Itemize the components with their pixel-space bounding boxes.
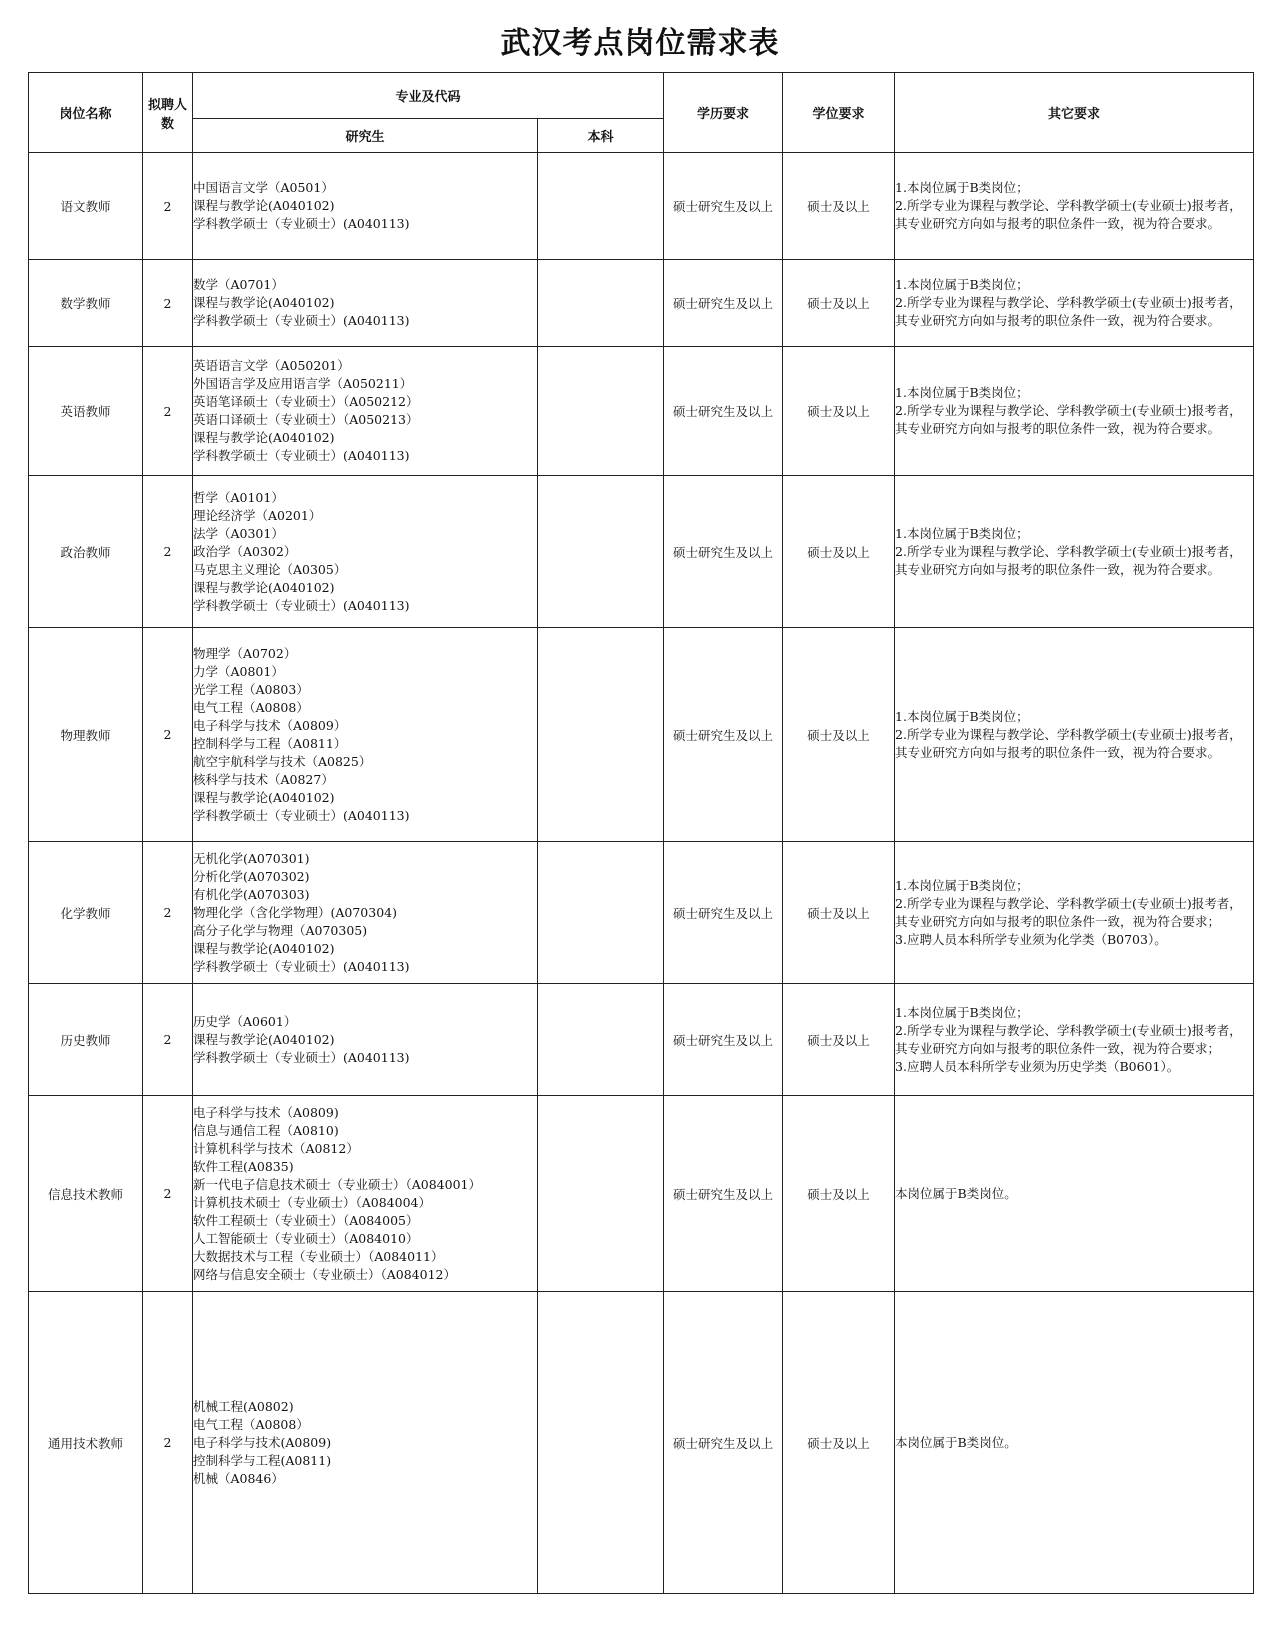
education-cell: 硕士研究生及以上 [664,628,783,842]
header-education: 学历要求 [664,73,783,153]
major-item: 学科教学硕士（专业硕士）(A040113) [193,448,410,463]
header-graduate: 研究生 [193,119,538,153]
table-row [29,628,1254,842]
major-item: 核科学与技术（A0827） [193,771,334,787]
other-requirements-cell [895,1292,1254,1594]
major-item: 学科教学硕士（专业硕士）(A040113) [193,313,410,328]
major-item: 课程与教学论(A040102) [193,789,335,805]
other-requirements-cell [895,842,1254,984]
requirement-item: 1.本岗位属于B类岗位； [895,708,1029,724]
undergraduate-cell [538,842,664,984]
major-item: 哲学（A0101） [193,489,284,505]
header-position: 岗位名称 [29,73,143,153]
major-item: 信息与通信工程（A0810) [193,1122,339,1138]
major-item: 无机化学(A070301) [193,850,310,866]
degree-cell: 硕士及以上 [783,842,895,984]
table-row [29,476,1254,628]
table-row [29,1292,1254,1594]
other-requirements-cell [895,984,1254,1096]
graduate-majors-cell [193,1292,538,1594]
other-requirements-cell [895,153,1254,260]
major-item: 高分子化学与物理（A070305) [193,922,368,938]
position-cell: 英语教师 [29,347,143,476]
count-cell: 2 [143,842,193,984]
count-cell: 2 [143,1292,193,1594]
requirement-item: 2.所学专业为课程与教学论、学科教学硕士(专业硕士)报考者，其专业研究方向如与报考的职位条件一致，视为符合要求； [895,1022,1242,1056]
major-item: 学科教学硕士（专业硕士）(A040113) [193,1049,410,1065]
degree-cell: 硕士及以上 [783,628,895,842]
degree-cell: 硕士及以上 [783,347,895,476]
undergraduate-cell [538,260,664,347]
position-cell: 信息技术教师 [29,1096,143,1292]
major-item: 新一代电子信息技术硕士（专业硕士）（A084001） [193,1176,481,1192]
major-item: 课程与教学论(A040102) [193,295,335,310]
requirement-item: 1.本岗位属于B类岗位； [895,877,1029,893]
major-item: 电子科学与技术（A0809） [193,717,347,733]
header-undergraduate: 本科 [538,119,664,153]
count-cell: 2 [143,260,193,347]
major-item: 英语笔译硕士（专业硕士）（A050212） [193,394,419,409]
graduate-majors-cell [193,628,538,842]
major-item: 物理化学（含化学物理）(A070304) [193,904,397,920]
requirement-item: 1.本岗位属于B类岗位； [895,525,1029,541]
major-item: 课程与教学论(A040102) [193,1031,335,1047]
major-item: 分析化学(A070302) [193,868,310,884]
major-item: 课程与教学论(A040102) [193,940,335,956]
major-item: 电气工程（A0808） [193,1416,309,1432]
degree-cell: 硕士及以上 [783,984,895,1096]
undergraduate-cell [538,153,664,260]
major-item: 外国语言学及应用语言学（A050211） [193,376,413,391]
count-cell: 2 [143,347,193,476]
major-item: 机械工程(A0802) [193,1398,294,1414]
major-item: 航空宇航科学与技术（A0825） [193,753,372,769]
graduate-majors-cell [193,153,538,260]
undergraduate-cell [538,1096,664,1292]
major-item: 控制科学与工程(A0811) [193,1452,332,1468]
major-item: 课程与教学论(A040102) [193,198,335,213]
table-row [29,984,1254,1096]
other-requirements-cell [895,476,1254,628]
requirement-item: 1.本岗位属于B类岗位； [895,385,1029,400]
degree-cell: 硕士及以上 [783,260,895,347]
degree-cell: 硕士及以上 [783,1292,895,1594]
major-item: 课程与教学论(A040102) [193,579,335,595]
position-cell: 物理教师 [29,628,143,842]
graduate-majors-cell [193,1096,538,1292]
education-cell: 硕士研究生及以上 [664,260,783,347]
requirement-item: 3.应聘人员本科所学专业须为历史学类（B0601）。 [895,1058,1180,1074]
table-row [29,1096,1254,1292]
major-item: 物理学（A0702） [193,645,297,661]
table-row [29,153,1254,260]
requirement-item: 2.所学专业为课程与教学论、学科教学硕士(专业硕士)报考者，其专业研究方向如与报考的职位条件一致，视为符合要求。 [895,295,1242,328]
education-cell: 硕士研究生及以上 [664,153,783,260]
major-item: 光学工程（A0803） [193,681,309,697]
major-item: 英语口译硕士（专业硕士）（A050213） [193,412,419,427]
major-item: 机械（A0846） [193,1470,284,1486]
requirement-item: 2.所学专业为课程与教学论、学科教学硕士(专业硕士)报考者，其专业研究方向如与报考的职位条件一致，视为符合要求。 [895,198,1242,231]
position-cell: 语文教师 [29,153,143,260]
undergraduate-cell [538,476,664,628]
requirements-table [28,72,1254,1594]
table-row [29,347,1254,476]
table-row [29,260,1254,347]
count-cell: 2 [143,153,193,260]
major-item: 网络与信息安全硕士（专业硕士）（A084012） [193,1266,456,1282]
major-item: 人工智能硕士（专业硕士）（A084010） [193,1230,419,1246]
count-cell: 2 [143,984,193,1096]
page-title: 武汉考点岗位需求表 [500,26,780,61]
major-item: 学科教学硕士（专业硕士）(A040113) [193,597,410,613]
requirement-item: 1.本岗位属于B类岗位； [895,180,1029,195]
major-item: 控制科学与工程（A0811） [193,735,347,751]
degree-cell: 硕士及以上 [783,153,895,260]
major-item: 理论经济学（A0201） [193,507,322,523]
position-cell: 化学教师 [29,842,143,984]
major-item: 课程与教学论(A040102) [193,430,335,445]
major-item: 学科教学硕士（专业硕士）(A040113) [193,807,410,823]
education-cell: 硕士研究生及以上 [664,347,783,476]
position-cell: 数学教师 [29,260,143,347]
requirement-item: 本岗位属于B类岗位。 [895,1185,1017,1201]
header-degree: 学位要求 [783,73,895,153]
requirement-item: 2.所学专业为课程与教学论、学科教学硕士(专业硕士)报考者，其专业研究方向如与报考的职位条件一致，视为符合要求。 [895,726,1242,760]
major-item: 电子科学与技术（A0809) [193,1104,339,1120]
undergraduate-cell [538,628,664,842]
requirement-item: 2.所学专业为课程与教学论、学科教学硕士(专业硕士)报考者，其专业研究方向如与报考的职位条件一致，视为符合要求； [895,895,1242,929]
requirement-item: 1.本岗位属于B类岗位； [895,277,1029,292]
table-row [29,842,1254,984]
education-cell: 硕士研究生及以上 [664,842,783,984]
major-item: 电气工程（A0808） [193,699,309,715]
major-item: 中国语言文学（A0501） [193,180,334,195]
undergraduate-cell [538,347,664,476]
requirement-item: 1.本岗位属于B类岗位； [895,1004,1029,1020]
other-requirements-cell [895,347,1254,476]
graduate-majors-cell [193,842,538,984]
header-major-group: 专业及代码 [193,73,664,119]
requirement-item: 2.所学专业为课程与教学论、学科教学硕士(专业硕士)报考者，其专业研究方向如与报考的职位条件一致，视为符合要求。 [895,543,1242,577]
major-item: 大数据技术与工程（专业硕士）（A084011） [193,1248,444,1264]
count-cell: 2 [143,476,193,628]
header-other: 其它要求 [895,73,1254,153]
undergraduate-cell [538,984,664,1096]
other-requirements-cell [895,260,1254,347]
major-item: 软件工程硕士（专业硕士）（A084005） [193,1212,419,1228]
graduate-majors-cell [193,347,538,476]
requirement-item: 2.所学专业为课程与教学论、学科教学硕士(专业硕士)报考者，其专业研究方向如与报考的职位条件一致，视为符合要求。 [895,403,1242,436]
major-item: 力学（A0801） [193,663,284,679]
major-item: 学科教学硕士（专业硕士）(A040113) [193,958,410,974]
major-item: 电子科学与技术(A0809) [193,1434,332,1450]
graduate-majors-cell [193,476,538,628]
graduate-majors-cell [193,984,538,1096]
other-requirements-cell [895,1096,1254,1292]
major-item: 数学（A0701） [193,277,284,292]
major-item: 有机化学(A070303) [193,886,310,902]
education-cell: 硕士研究生及以上 [664,1292,783,1594]
count-cell: 2 [143,628,193,842]
degree-cell: 硕士及以上 [783,476,895,628]
requirement-item: 3.应聘人员本科所学专业须为化学类（B0703）。 [895,931,1167,947]
education-cell: 硕士研究生及以上 [664,476,783,628]
major-item: 马克思主义理论（A0305） [193,561,347,577]
major-item: 学科教学硕士（专业硕士）(A040113) [193,216,410,231]
position-cell: 历史教师 [29,984,143,1096]
other-requirements-cell [895,628,1254,842]
position-cell: 通用技术教师 [29,1292,143,1594]
undergraduate-cell [538,1292,664,1594]
requirement-item: 本岗位属于B类岗位。 [895,1434,1017,1450]
education-cell: 硕士研究生及以上 [664,1096,783,1292]
header-count: 拟聘人数 [143,73,193,153]
major-item: 历史学（A0601） [193,1013,297,1029]
graduate-majors-cell [193,260,538,347]
major-item: 软件工程(A0835) [193,1158,294,1174]
major-item: 计算机技术硕士（专业硕士）（A084004） [193,1194,431,1210]
major-item: 计算机科学与技术（A0812） [193,1140,359,1156]
degree-cell: 硕士及以上 [783,1096,895,1292]
major-item: 政治学（A0302） [193,543,297,559]
major-item: 英语语言文学（A050201） [193,358,350,373]
major-item: 法学（A0301） [193,525,284,541]
count-cell: 2 [143,1096,193,1292]
education-cell: 硕士研究生及以上 [664,984,783,1096]
position-cell: 政治教师 [29,476,143,628]
